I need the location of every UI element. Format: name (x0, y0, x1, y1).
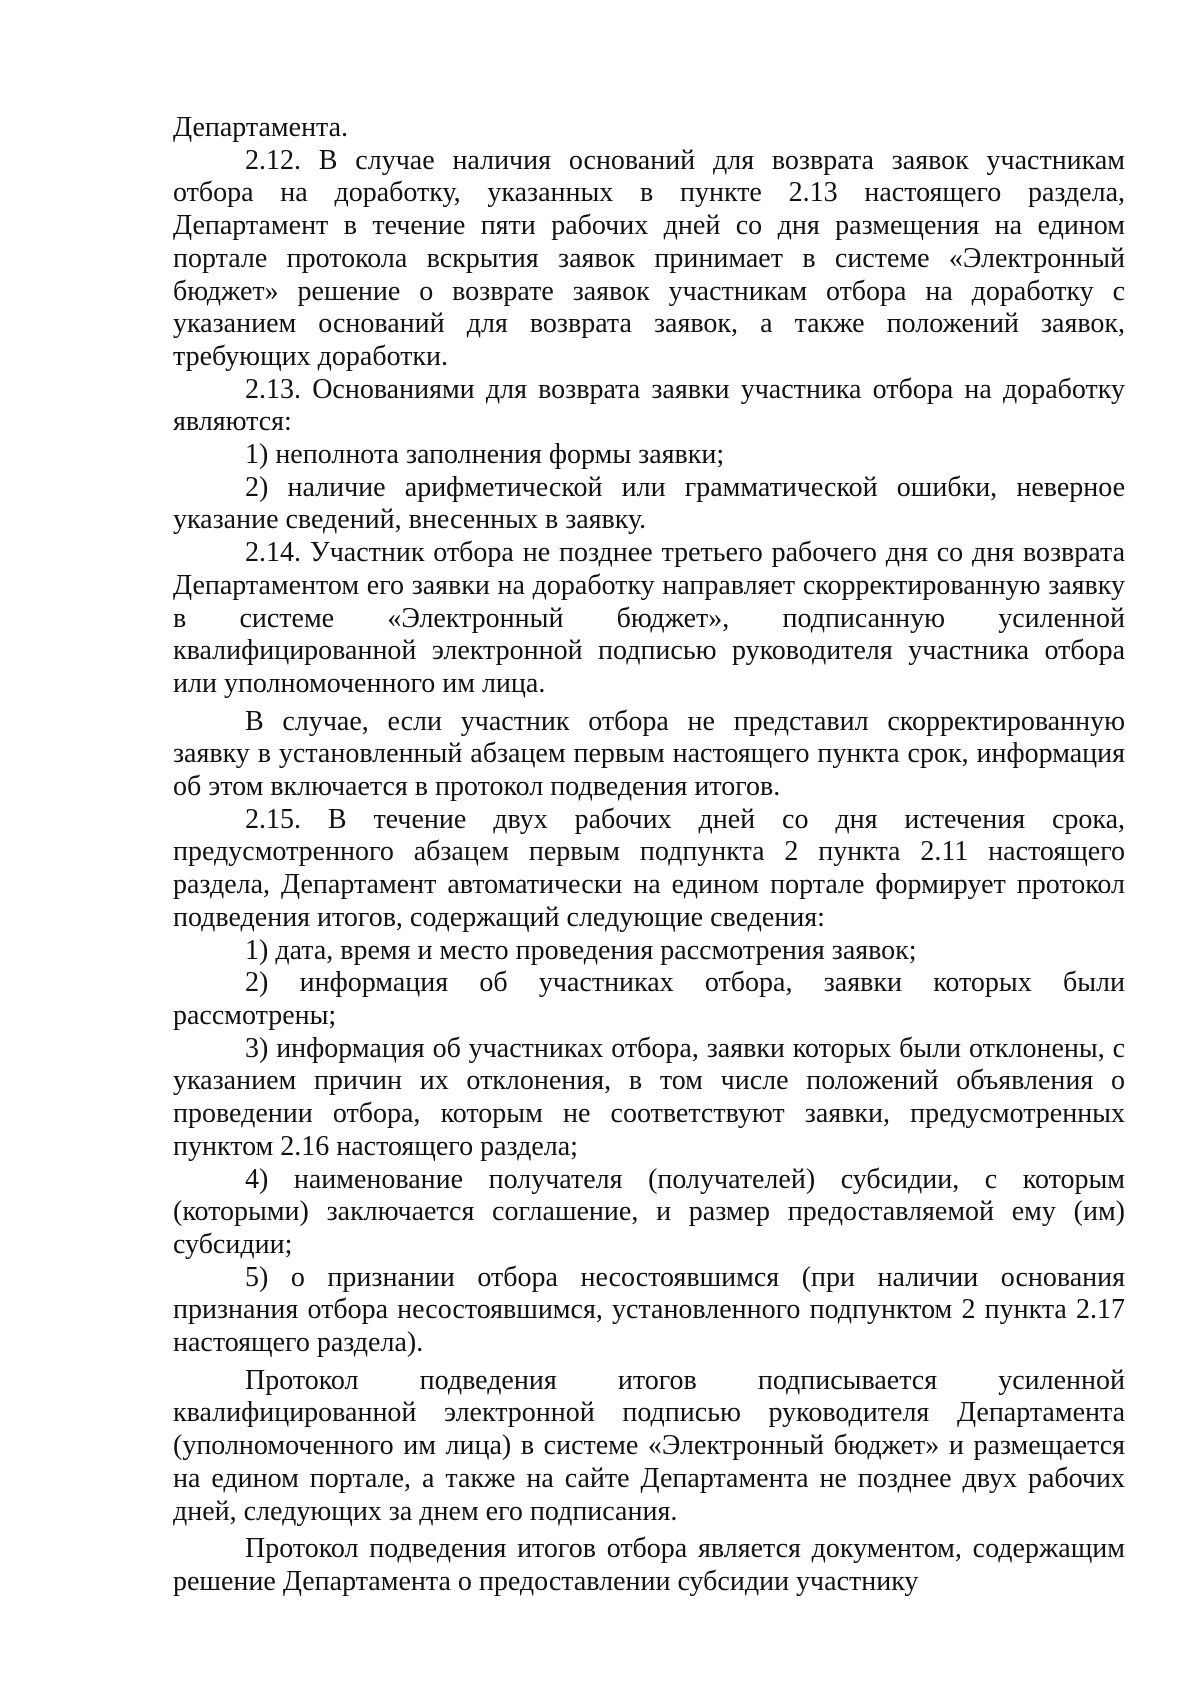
paragraph-protocol-document: Протокол подведения итогов отбора является документом, содержащим решение Департамента о предоставлении субсидии участнику (173, 1533, 1125, 1597)
paragraph-2-13-item-2: 2) наличие арифметической или грамматической ошибки, неверное указание сведений, внесенных в заявку. (173, 471, 1125, 536)
paragraph-2-13: 2.13. Основаниями для возврата заявки участника отбора на доработку являются: (173, 373, 1125, 438)
paragraph-2-15: 2.15. В течение двух рабочих дней со дня истечения срока, предусмотренного абзацем первым подпункта 2 пункта 2.11 настоящего раздела, Департамент автоматически на едином портале формирует протокол подведения итогов, содержащий следующие сведения: (173, 803, 1125, 933)
paragraph-2-15-item-1: 1) дата, время и место проведения рассмотрения заявок; (245, 934, 917, 966)
paragraph-2-15-item-5: 5) о признании отбора несостоявшимся (при наличии основания признания отбора несостоявшимся, установленного подпунктом 2 пункта 2.17 настоящего раздела). (173, 1261, 1125, 1359)
paragraph-2-13-item-1: 1) неполнота заполнения формы заявки; (245, 439, 725, 471)
paragraph-2-15-item-2: 2) информация об участниках отбора, заявки которых были рассмотрены; (173, 967, 1125, 1031)
paragraph-continuation: Департамента. (173, 112, 349, 143)
paragraph-2-14-second: В случае, если участник отбора не представил скорректированную заявку в установленный абзацем первым настоящего пункта срок, информация об этом включается в протокол подведения итогов. (173, 705, 1125, 803)
paragraph-2-15-item-3: 3) информация об участниках отбора, заявки которых были отклонены, с указанием причин их отклонения, в том числе положений объявления о проведении отбора, которым не соответствуют заявки, предусмотренных пунктом 2.16 настоящего раздела; (173, 1032, 1125, 1162)
paragraph-2-12: 2.12. В случае наличия оснований для возврата заявок участникам отбора на доработку, указанных в пункте 2.13 настоящего раздела, Департамент в течение пяти рабочих дней со дня размещения на едином портале протокола вскрытия заявок принимает в системе «Электронный бюджет» решение о возврате заявок участникам отбора на доработку с указанием оснований для возврата заявок, а также положений заявок, требующих доработки. (173, 144, 1125, 372)
paragraph-protocol-signing: Протокол подведения итогов подписывается усиленной квалифицированной электронной подписью руководителя Департамента (уполномоченного им лица) в системе «Электронный бюджет» и размещается на едином портале, а также на сайте Департамента не позднее двух рабочих дней, следующих за днем его подписания. (173, 1364, 1125, 1527)
paragraph-2-14: 2.14. Участник отбора не позднее третьего рабочего дня со дня возврата Департаментом его заявки на доработку направляет скорректированную заявку в системе «Электронный бюджет», подписанную усиленной квалифицированной электронной подписью руководителя участника отбора или уполномоченного им лица. (173, 537, 1125, 699)
document-page (173, 112, 1125, 1599)
paragraph-2-15-item-4: 4) наименование получателя (получателей) субсидии, с которым (которыми) заключается соглашение, и размер предоставляемой ему (им) субсидии; (173, 1163, 1125, 1260)
